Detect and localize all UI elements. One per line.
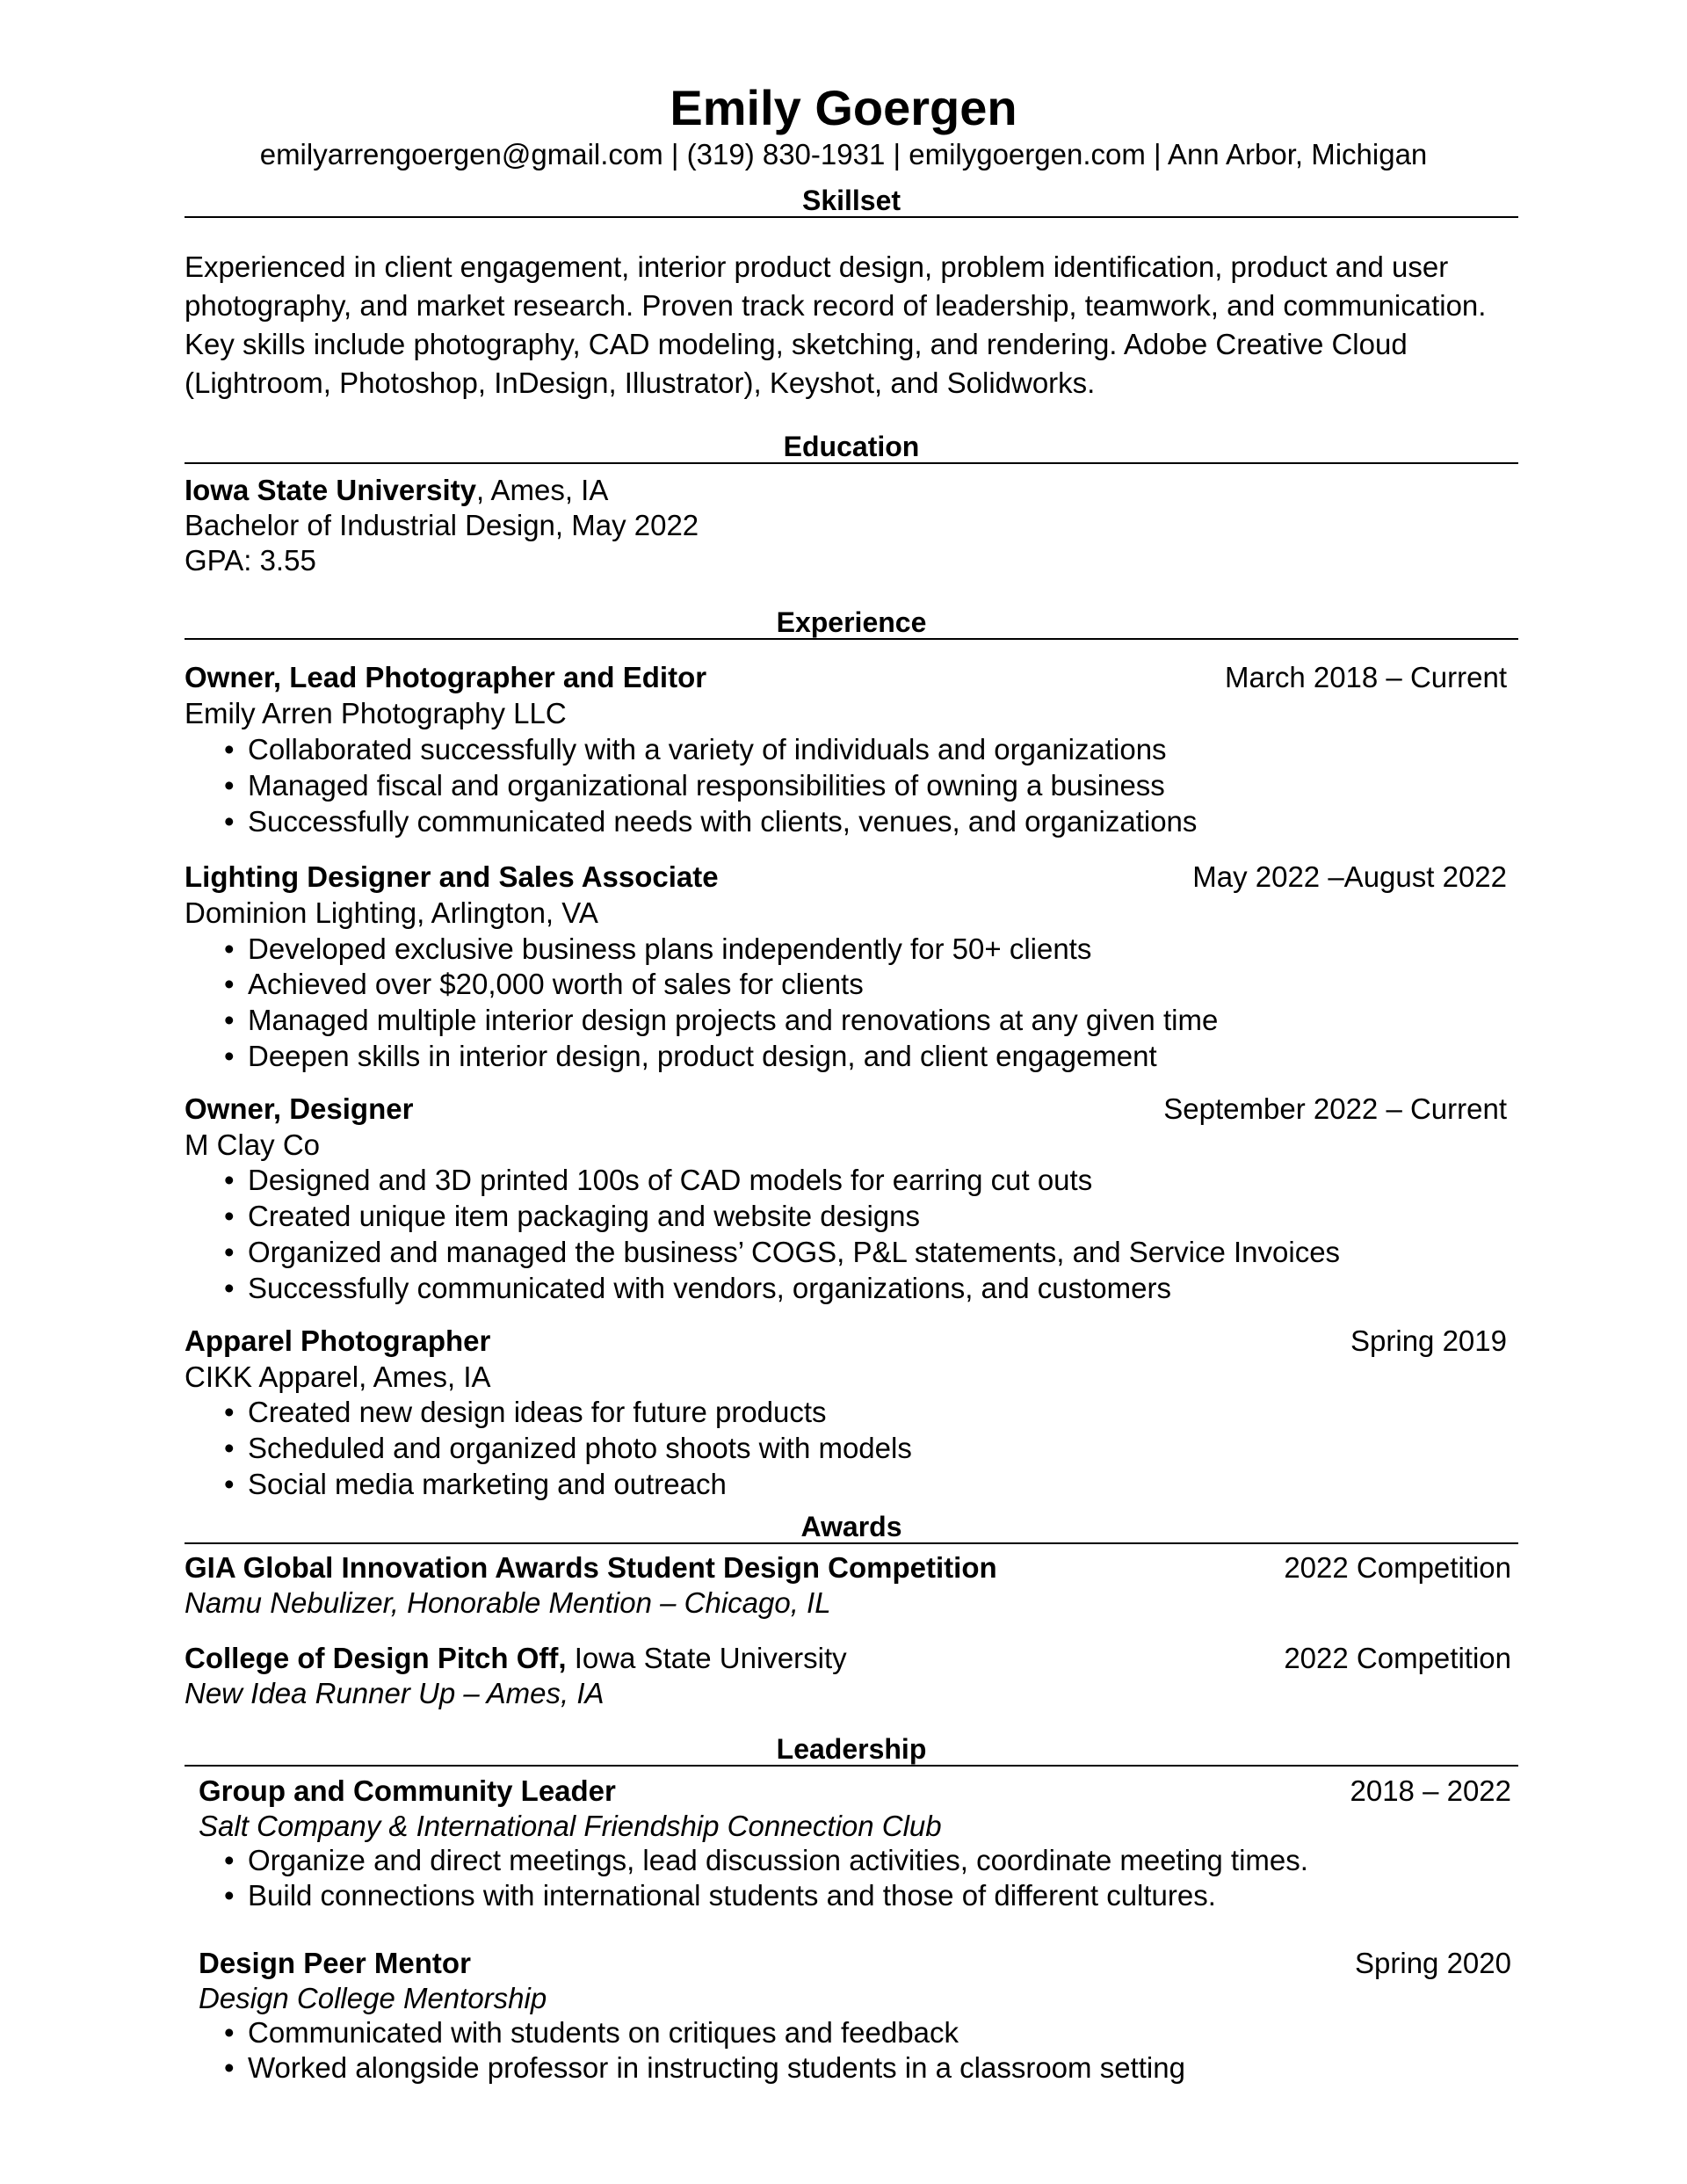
bullet-icon: • — [224, 1879, 235, 1912]
job-bullet: • Successfully communicated needs with clients, venues, and organizations — [224, 805, 1198, 838]
leadership-dates: 2018 – 2022 — [1350, 1774, 1511, 1807]
bullet-icon: • — [224, 1844, 235, 1876]
skillset-summary: Experienced in client engagement, interior product design, problem identification, product and user photography, and market research. Proven track record of leadership, teamwork, and communication. Key skills include photography, CAD modeling, sketching, and rendering. Adobe Creative Cloud (Lightroom, Photoshop, InDesign, Illustrator), Keyshot, and Solidworks. — [185, 250, 1487, 399]
leadership-org: Salt Company & International Friendship Connection Club — [199, 1810, 942, 1842]
job-bullet: • Created unique item packaging and website designs — [224, 1200, 920, 1232]
award-date: 2022 Competition — [1284, 1642, 1511, 1674]
leadership-dates: Spring 2020 — [1355, 1947, 1511, 1979]
job-bullet: • Collaborated successfully with a variety of individuals and organizations — [224, 733, 1167, 765]
job-bullet: • Developed exclusive business plans independently for 50+ clients — [224, 932, 1092, 965]
bullet-icon: • — [224, 932, 235, 965]
bullet-icon: • — [224, 968, 235, 1000]
job-bullet: • Scheduled and organized photo shoots with models — [224, 1432, 912, 1464]
leadership-bullet: • Organize and direct meetings, lead discussion activities, coordinate meeting times. — [224, 1844, 1308, 1876]
candidate-name: Emily Goergen — [670, 80, 1017, 135]
job-bullet: • Organized and managed the business’ COGS, P&L statements, and Service Invoices — [224, 1236, 1341, 1268]
education-school-line — [185, 473, 608, 508]
job-dates: September 2022 – Current — [1163, 1092, 1507, 1125]
bullet-icon: • — [224, 1004, 235, 1036]
education-degree: Bachelor of Industrial Design, May 2022 — [185, 509, 699, 541]
bullet-icon: • — [224, 769, 235, 802]
job-role: Lighting Designer and Sales Associate — [185, 860, 719, 893]
bullet-icon: • — [224, 2051, 235, 2084]
award-name: College of Design Pitch Off, — [185, 1642, 567, 1674]
job-role: Apparel Photographer — [185, 1324, 491, 1357]
job-bullet: • Designed and 3D printed 100s of CAD models for earring cut outs — [224, 1164, 1093, 1196]
job-bullet: • Achieved over $20,000 worth of sales for clients — [224, 968, 864, 1000]
contact-line: emilyarrengoergen@gmail.com | (319) 830-1931 | emilygoergen.com | Ann Arbor, Michigan — [259, 138, 1428, 171]
bullet-icon: • — [224, 1272, 235, 1304]
leadership-bullet: • Build connections with international students and those of different cultures. — [224, 1879, 1216, 1912]
job-org: M Clay Co — [185, 1128, 321, 1161]
bullet-icon: • — [224, 1236, 235, 1268]
job-dates: May 2022 –August 2022 — [1192, 860, 1507, 893]
bullet-icon: • — [224, 1200, 235, 1232]
award-name-suffix: Iowa State University — [566, 1642, 847, 1674]
section-heading-experience: Experience — [185, 606, 1518, 640]
education-gpa: GPA: 3.55 — [185, 544, 316, 577]
job-bullet: • Managed multiple interior design projects and renovations at any given time — [224, 1004, 1219, 1036]
job-bullet: • Managed fiscal and organizational responsibilities of owning a business — [224, 769, 1165, 802]
job-bullet: • Created new design ideas for future products — [224, 1396, 827, 1428]
leadership-role: Design Peer Mentor — [199, 1947, 471, 1979]
bullet-icon: • — [224, 1432, 235, 1464]
education-school-location: , Ames, IA — [475, 474, 609, 506]
leadership-bullet: • Communicated with students on critiques and feedback — [224, 2016, 959, 2049]
section-heading-education: Education — [185, 431, 1518, 464]
job-dates: March 2018 – Current — [1225, 661, 1507, 693]
leadership-bullet: • Worked alongside professor in instructing students in a classroom setting — [224, 2051, 1185, 2084]
bullet-icon: • — [224, 1396, 235, 1428]
job-bullet: • Social media marketing and outreach — [224, 1468, 727, 1500]
award-name: GIA Global Innovation Awards Student Design Competition — [185, 1551, 997, 1584]
bullet-icon: • — [224, 1164, 235, 1196]
section-heading-awards: Awards — [185, 1511, 1518, 1544]
job-org: CIKK Apparel, Ames, IA — [185, 1360, 491, 1393]
award-name-line — [185, 1641, 847, 1676]
job-bullet: • Successfully communicated with vendors, organizations, and customers — [224, 1272, 1171, 1304]
leadership-role: Group and Community Leader — [199, 1774, 616, 1807]
award-detail: New Idea Runner Up – Ames, IA — [185, 1677, 605, 1709]
bullet-icon: • — [224, 1468, 235, 1500]
section-heading-skillset: Skillset — [185, 185, 1518, 218]
bullet-icon: • — [224, 733, 235, 765]
leadership-org: Design College Mentorship — [199, 1982, 547, 2014]
bullet-icon: • — [224, 805, 235, 838]
job-dates: Spring 2019 — [1350, 1324, 1507, 1357]
job-org: Dominion Lighting, Arlington, VA — [185, 896, 598, 929]
job-role: Owner, Lead Photographer and Editor — [185, 661, 707, 693]
job-bullet: • Deepen skills in interior design, product design, and client engagement — [224, 1040, 1157, 1072]
bullet-icon: • — [224, 1040, 235, 1072]
education-school: Iowa State University — [185, 474, 476, 506]
award-date: 2022 Competition — [1284, 1551, 1511, 1584]
section-heading-leadership: Leadership — [185, 1733, 1518, 1767]
job-org: Emily Arren Photography LLC — [185, 697, 567, 729]
bullet-icon: • — [224, 2016, 235, 2049]
award-detail: Namu Nebulizer, Honorable Mention – Chicago, IL — [185, 1586, 831, 1619]
job-role: Owner, Designer — [185, 1092, 414, 1125]
